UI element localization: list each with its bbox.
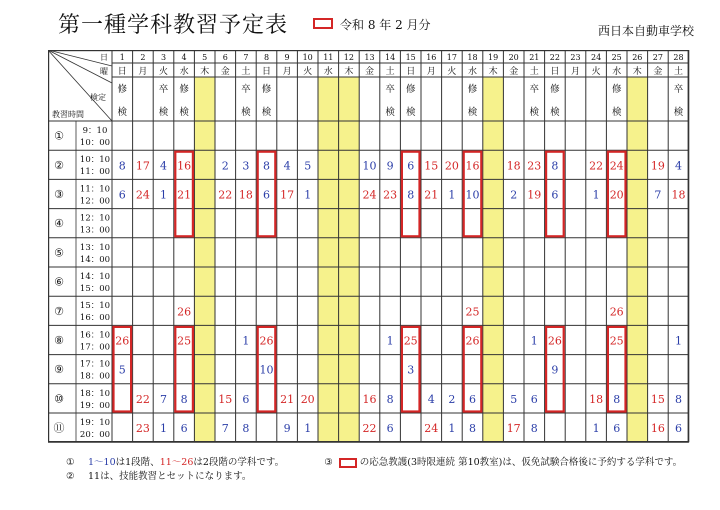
weekday-label: 土 [529, 67, 539, 77]
weekday-label: 月 [426, 67, 436, 77]
class-number: 16 [650, 422, 665, 436]
page-title: 第一種学科教習予定表 [58, 13, 289, 38]
kentei-mark-bottom: 検 [673, 107, 684, 118]
class-number: 1 [675, 334, 682, 348]
day-number: 20 [508, 53, 519, 62]
day-number: 3 [160, 53, 167, 62]
class-number: 18 [589, 392, 604, 406]
period-start-time: 13：10 [79, 242, 111, 253]
kentei-mark-bottom: 検 [385, 107, 395, 118]
kentei-mark-top: 修 [405, 84, 416, 95]
class-number: 6 [613, 422, 621, 436]
day-number: 2 [140, 53, 146, 62]
class-number: 8 [242, 422, 250, 436]
class-number: 1 [160, 422, 167, 436]
class-number: 1 [592, 188, 600, 202]
day-number: 13 [364, 53, 375, 62]
weekday-label: 土 [241, 67, 251, 77]
class-number: 9 [283, 422, 291, 436]
day-number: 18 [467, 53, 478, 62]
class-number: 9 [551, 363, 559, 377]
class-number: 1 [160, 188, 167, 202]
class-number: 25 [609, 334, 624, 348]
period-start-time: 11：10 [79, 184, 111, 195]
corner-label-kentei: 検定 [90, 93, 106, 102]
class-number: 26 [609, 305, 624, 319]
class-number: 18 [671, 188, 686, 202]
weekday-label: 火 [303, 67, 313, 77]
class-number: 6 [118, 188, 126, 202]
period-end-time: 13：00 [79, 225, 111, 236]
weekday-label: 土 [385, 67, 395, 77]
kentei-mark-bottom: 検 [467, 107, 478, 118]
class-number: 7 [221, 422, 229, 436]
class-number: 6 [386, 422, 394, 436]
class-number: 22 [135, 392, 150, 406]
period-start-time: 9：10 [82, 126, 108, 136]
class-number: 25 [177, 334, 192, 348]
period-end-time: 12：00 [79, 196, 111, 207]
class-number: 20 [300, 392, 315, 406]
class-number: 9 [386, 159, 394, 173]
kentei-mark-top: 修 [117, 84, 128, 95]
day-number: 5 [202, 53, 208, 62]
period-start-time: 14：10 [79, 272, 111, 282]
class-number: 6 [180, 422, 188, 436]
highlight-column-day-19 [483, 77, 504, 442]
note-1-stage2-range: 11～26 [159, 457, 194, 468]
period-end-time: 11：00 [79, 167, 111, 178]
kentei-mark-top: 卒 [241, 84, 251, 95]
class-number: 22 [362, 422, 377, 436]
weekday-label: 金 [220, 67, 230, 77]
kentei-mark-bottom: 検 [241, 107, 251, 118]
class-number: 26 [259, 334, 274, 348]
weekday-label: 火 [591, 67, 601, 77]
class-number: 8 [407, 188, 415, 202]
class-number: 17 [135, 159, 150, 173]
class-number: 24 [424, 422, 439, 436]
notes [66, 456, 682, 484]
day-number: 8 [263, 53, 270, 62]
weekday-label: 月 [282, 67, 292, 77]
period-start-time: 15：10 [79, 301, 111, 312]
class-number: 16 [177, 159, 192, 173]
note-2-text: 11は、技能教習とセットになります。 [88, 471, 252, 482]
class-number: 6 [263, 188, 270, 202]
class-number: 17 [280, 188, 295, 202]
corner-label-day: 日 [100, 53, 108, 62]
highlight-column-day-26 [627, 77, 648, 442]
highlight-column-day-11 [318, 77, 339, 442]
day-number: 23 [570, 53, 581, 62]
class-number: 16 [362, 392, 377, 406]
period-end-time: 10：00 [79, 138, 111, 148]
class-number: 8 [613, 392, 621, 406]
kentei-mark-bottom: 検 [550, 107, 560, 118]
class-number: 6 [675, 422, 682, 436]
day-number: 16 [426, 53, 437, 62]
class-number: 26 [177, 305, 192, 319]
class-number: 21 [177, 188, 192, 202]
class-number: 1 [592, 422, 600, 436]
class-number: 1 [448, 422, 456, 436]
period-end-time: 14：00 [79, 254, 111, 265]
note-1-stage1-range: 1～10 [88, 457, 116, 468]
class-number: 18 [506, 159, 521, 173]
class-number: 22 [218, 188, 233, 202]
day-number: 19 [488, 53, 499, 62]
class-number: 26 [465, 334, 480, 348]
red-box-legend-icon [339, 458, 357, 468]
class-number: 20 [444, 159, 459, 173]
day-number: 14 [385, 53, 396, 62]
class-number: 2 [448, 392, 456, 406]
class-number: 3 [242, 159, 250, 173]
day-number: 12 [343, 53, 354, 62]
class-number: 6 [407, 159, 415, 173]
period-number: ⑪ [53, 421, 65, 435]
class-number: 7 [654, 188, 662, 202]
class-number: 4 [675, 159, 682, 173]
day-number: 6 [222, 53, 228, 62]
highlight-column-day-5 [194, 77, 215, 442]
day-number: 1 [119, 53, 125, 62]
class-number: 24 [362, 188, 377, 202]
period-number: ② [54, 158, 64, 172]
class-number: 21 [280, 392, 295, 406]
class-number: 26 [115, 334, 130, 348]
weekday-label: 日 [117, 67, 127, 77]
day-number: 11 [323, 53, 334, 62]
period-end-time: 19：00 [79, 400, 111, 411]
class-number: 22 [589, 159, 604, 173]
class-number: 7 [160, 392, 167, 406]
class-number: 23 [527, 159, 542, 173]
class-number: 18 [238, 188, 253, 202]
weekday-label: 木 [200, 67, 210, 77]
day-number: 26 [632, 53, 643, 62]
note-1-mid: は1段階、 [115, 457, 160, 468]
class-number: 4 [160, 159, 167, 173]
period-end-time: 16：00 [79, 313, 111, 324]
day-number: 24 [591, 53, 602, 62]
schedule-table [48, 50, 696, 452]
class-number: 19 [527, 188, 542, 202]
day-number: 25 [611, 53, 622, 62]
class-number: 1 [448, 188, 456, 202]
class-number: 10 [362, 159, 377, 173]
weekday-label: 木 [344, 67, 354, 77]
class-number: 6 [469, 392, 476, 406]
note-3-mark: ③ [324, 457, 333, 468]
class-number: 2 [510, 188, 518, 202]
class-number: 15 [650, 392, 665, 406]
schedule-month: 令和 8 年 2 月分 [340, 18, 431, 32]
note-3-text: の応急教護(3時限連続 第10教室)は、仮免試験合格後に予約する学科です。 [359, 457, 683, 468]
weekday-label: 火 [158, 67, 169, 77]
class-number: 4 [427, 392, 435, 406]
class-number: 24 [609, 159, 624, 173]
class-number: 1 [386, 334, 394, 348]
weekday-label: 火 [447, 67, 457, 77]
period-start-time: 10：10 [79, 155, 111, 166]
weekday-label: 日 [550, 67, 560, 77]
class-number: 6 [551, 188, 559, 202]
period-start-time: 18：10 [79, 388, 111, 399]
note-2 [66, 470, 682, 484]
period-start-time: 19：10 [79, 418, 111, 428]
period-number: ① [54, 129, 64, 143]
class-number: 8 [180, 392, 188, 406]
note-1 [66, 456, 682, 470]
class-number: 8 [551, 159, 559, 173]
kentei-mark-top: 卒 [158, 84, 169, 95]
table-border [49, 51, 689, 442]
class-number: 5 [118, 363, 126, 377]
kentei-mark-top: 修 [611, 84, 622, 95]
class-number: 17 [506, 422, 521, 436]
school-name: 西日本自動車学校 [597, 24, 694, 38]
weekday-label: 日 [406, 67, 416, 77]
class-number: 1 [304, 422, 312, 436]
class-number: 25 [465, 305, 480, 319]
class-number: 8 [386, 392, 394, 406]
kentei-mark-bottom: 検 [179, 107, 189, 118]
class-number: 10 [465, 188, 480, 202]
kentei-mark-bottom: 検 [405, 107, 416, 118]
class-number: 5 [510, 392, 518, 406]
class-number: 4 [283, 159, 291, 173]
period-start-time: 12：10 [79, 213, 111, 224]
corner-label-jikan: 教習時間 [52, 110, 84, 119]
weekday-label: 水 [179, 67, 189, 77]
class-number: 8 [530, 422, 538, 436]
class-number: 15 [218, 392, 233, 406]
class-number: 19 [650, 159, 665, 173]
weekday-label: 水 [467, 67, 478, 77]
class-number: 1 [304, 188, 312, 202]
class-number: 5 [304, 159, 312, 173]
period-end-time: 17：00 [79, 342, 111, 353]
weekday-label: 金 [653, 67, 663, 77]
day-number: 27 [652, 53, 663, 62]
weekday-label: 木 [488, 67, 498, 77]
weekday-label: 金 [364, 67, 375, 77]
weekday-label: 月 [138, 67, 148, 77]
day-number: 7 [243, 53, 249, 62]
period-end-time: 15：00 [79, 284, 111, 294]
kentei-mark-bottom: 検 [158, 107, 169, 118]
weekday-label: 水 [323, 67, 333, 77]
day-number: 9 [284, 53, 290, 62]
day-number: 4 [181, 53, 187, 62]
class-number: 23 [135, 422, 150, 436]
highlight-column-day-12 [339, 77, 360, 442]
kentei-mark-bottom: 検 [261, 107, 272, 118]
kentei-mark-top: 修 [261, 84, 272, 95]
class-number: 8 [469, 422, 476, 436]
day-number: 10 [302, 53, 313, 62]
class-number: 1 [242, 334, 250, 348]
weekday-label: 水 [612, 67, 622, 77]
day-number: 28 [673, 53, 684, 62]
period-end-time: 18：00 [79, 371, 111, 382]
period-number: ⑦ [54, 304, 64, 318]
note-1-end: は2段階の学科です。 [193, 457, 285, 468]
day-number: 15 [405, 53, 416, 62]
red-box-legend-marker [313, 18, 333, 29]
class-number: 8 [118, 159, 126, 173]
weekday-label: 土 [673, 67, 684, 77]
day-number: 22 [549, 53, 560, 62]
period-start-time: 17：10 [79, 359, 111, 370]
class-number: 10 [259, 363, 274, 377]
class-number: 2 [221, 159, 229, 173]
class-number: 21 [424, 188, 439, 202]
note-1-mark: ① [66, 457, 75, 468]
class-number: 20 [609, 188, 624, 202]
period-number: ⑤ [54, 246, 64, 260]
period-start-time: 16：10 [79, 330, 111, 341]
period-number: ⑨ [54, 363, 64, 377]
period-number: ⑧ [54, 334, 64, 347]
period-number: ⑥ [54, 275, 64, 289]
corner-label-weekday: 曜 [100, 67, 108, 76]
kentei-mark-top: 修 [467, 84, 478, 95]
kentei-mark-bottom: 検 [117, 107, 128, 118]
class-number: 24 [135, 188, 150, 202]
period-number: ④ [54, 217, 64, 231]
class-number: 6 [242, 392, 250, 406]
kentei-mark-top: 修 [550, 84, 560, 95]
day-number: 17 [446, 53, 457, 62]
weekday-label: 日 [261, 67, 272, 77]
class-number: 25 [403, 334, 418, 348]
class-number: 23 [383, 188, 398, 202]
kentei-mark-top: 卒 [529, 84, 540, 95]
kentei-mark-bottom: 検 [529, 107, 540, 118]
class-number: 8 [675, 392, 682, 406]
weekday-label: 金 [509, 67, 519, 77]
class-number: 3 [407, 363, 415, 377]
period-number: ⑩ [54, 392, 64, 406]
kentei-mark-top: 卒 [673, 84, 684, 95]
period-end-time: 20：00 [79, 430, 111, 440]
kentei-mark-bottom: 検 [611, 107, 622, 118]
kentei-mark-top: 修 [179, 84, 189, 95]
period-number: ③ [54, 188, 64, 201]
weekday-label: 木 [632, 67, 642, 77]
day-number: 21 [529, 53, 540, 62]
class-number: 16 [465, 159, 480, 173]
note-2-mark: ② [66, 471, 75, 482]
class-number: 1 [530, 334, 538, 348]
class-number: 26 [547, 334, 562, 348]
class-number: 6 [530, 392, 538, 406]
class-number: 15 [424, 159, 439, 173]
kentei-mark-top: 卒 [385, 84, 395, 95]
class-number: 8 [263, 159, 270, 173]
weekday-label: 月 [570, 67, 581, 77]
